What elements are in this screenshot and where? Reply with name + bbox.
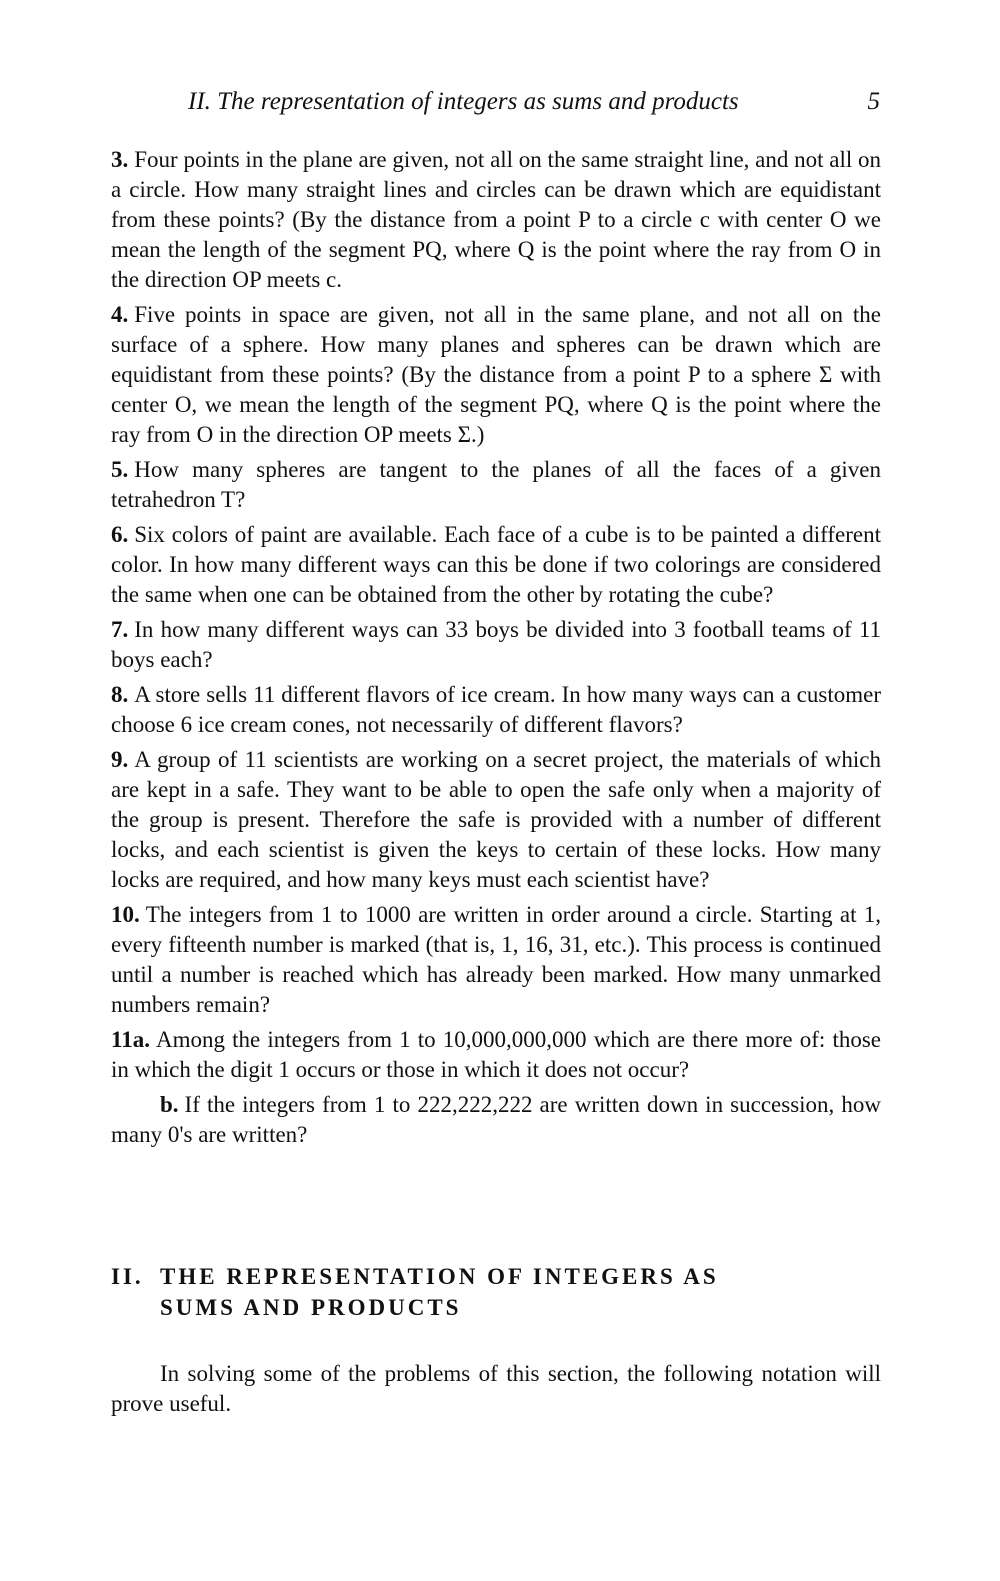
problem-number: 10.	[111, 902, 140, 927]
problem-text: A store sells 11 different flavors of ice cream. In how many ways can a customer choose 6 ice cream cones, not necessarily of different flavors?	[111, 682, 881, 737]
problem-7	[111, 615, 881, 675]
running-head	[188, 84, 880, 120]
problem-text: Five points in space are given, not all in the same plane, and not all on the surface of a sphere. How many planes and spheres can be drawn which are equidistant from these points? (By the distance from a point P to a sphere Σ with center O, we mean the length of the segment PQ, where Q is the point where the ray from O in the direction OP meets Σ.)	[111, 302, 881, 447]
section-number: II.	[111, 1264, 144, 1289]
problem-8	[111, 680, 881, 740]
problem-text: Six colors of paint are available. Each face of a cube is to be painted a different color. In how many different ways can this be done if two colorings are considered the same when one can be obtained from the other by rotating the cube?	[111, 522, 881, 607]
section-title-line1: THE REPRESENTATION OF INTEGERS AS	[160, 1264, 719, 1289]
problem-number: 11a.	[111, 1027, 150, 1052]
problem-text: In how many different ways can 33 boys be divided into 3 football teams of 11 boys each?	[111, 617, 881, 672]
problem-5	[111, 455, 881, 515]
problem-text: The integers from 1 to 1000 are written in order around a circle. Starting at 1, every fifteenth number is marked (that is, 1, 16, 31, etc.). This process is continued until a number is reached which has already been marked. How many unmarked numbers remain?	[111, 902, 881, 1017]
problem-list	[111, 145, 881, 1155]
problem-number: b.	[160, 1092, 179, 1117]
section-heading	[111, 1261, 881, 1323]
problem-number: 8.	[111, 682, 129, 707]
problem-text: Among the integers from 1 to 10,000,000,000 which are there more of: those in which the digit 1 occurs or those in which it does not occur?	[111, 1027, 881, 1082]
problem-text: A group of 11 scientists are working on a secret project, the materials of which are kept in a safe. They want to be able to open the safe only when a majority of the group is present. Therefore the safe is provided with a number of different locks, and each scientist is given the keys to certain of these locks. How many locks are required, and how many keys must each scientist have?	[111, 747, 881, 892]
problem-number: 5.	[111, 457, 129, 482]
problem-number: 6.	[111, 522, 129, 547]
page-number: 5	[867, 88, 880, 115]
problem-number: 4.	[111, 302, 129, 327]
problem-6	[111, 520, 881, 610]
problem-text: Four points in the plane are given, not all on the same straight line, and not all on a circle. How many straight lines and circles can be drawn which are equidistant from these points? (By the distance from a point P to a circle c with center O we mean the length of the segment PQ, where Q is the point where the ray from O in the direction OP meets c.	[111, 147, 881, 292]
running-title: II. The representation of integers as sums and products	[188, 88, 739, 115]
section-intro: In solving some of the problems of this section, the following notation will prove useful.	[111, 1361, 881, 1416]
problem-4	[111, 300, 881, 450]
problem-number: 3.	[111, 147, 129, 172]
problem-number: 9.	[111, 747, 129, 772]
problem-text: How many spheres are tangent to the planes of all the faces of a given tetrahedron T?	[111, 457, 881, 512]
problem-11a	[111, 1025, 881, 1085]
problem-text: If the integers from 1 to 222,222,222 are written down in succession, how many 0's are written?	[111, 1092, 881, 1147]
problem-10	[111, 900, 881, 1020]
problem-9	[111, 745, 881, 895]
problem-3	[111, 145, 881, 295]
problem-11b	[111, 1090, 881, 1150]
section-title-line2: SUMS AND PRODUCTS	[160, 1295, 462, 1320]
problem-number: 7.	[111, 617, 129, 642]
